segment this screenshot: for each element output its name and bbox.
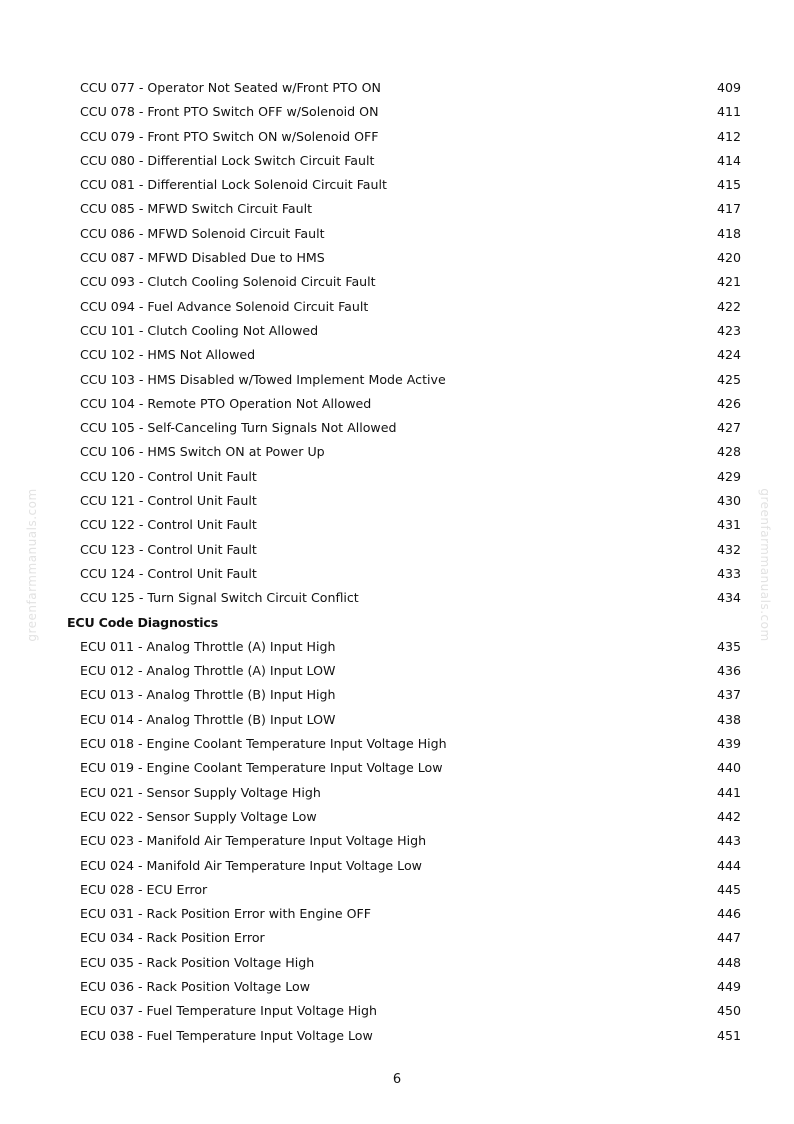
toc-entry-page-number: 446 bbox=[716, 906, 741, 922]
toc-entry[interactable] bbox=[0, 465, 794, 489]
toc-entry[interactable] bbox=[0, 562, 794, 586]
toc-entry[interactable] bbox=[0, 708, 794, 732]
toc-entry[interactable] bbox=[0, 902, 794, 926]
toc-entry-page-number: 425 bbox=[716, 371, 741, 387]
toc-entry-title: ECU 014 - Analog Throttle (B) Input LOW bbox=[80, 711, 336, 727]
toc-entry-title: CCU 087 - MFWD Disabled Due to HMS bbox=[80, 250, 325, 266]
section-heading-title: ECU Code Diagnostics bbox=[67, 614, 218, 630]
toc-entry[interactable] bbox=[0, 392, 794, 416]
toc-entry-page-number: 447 bbox=[716, 930, 741, 946]
toc-entry-title: CCU 125 - Turn Signal Switch Circuit Conflict bbox=[80, 590, 359, 606]
toc-entry-page-number: 428 bbox=[716, 444, 741, 460]
toc-entry[interactable] bbox=[0, 1024, 794, 1048]
toc-entry-page-number: 417 bbox=[716, 201, 741, 217]
toc-entry-title: CCU 102 - HMS Not Allowed bbox=[80, 347, 256, 363]
toc-entry-title: CCU 122 - Control Unit Fault bbox=[80, 517, 257, 533]
toc-entry-title: ECU 038 - Fuel Temperature Input Voltage Low bbox=[80, 1027, 373, 1043]
toc-entry[interactable] bbox=[0, 125, 794, 149]
toc-entry-page-number: 412 bbox=[716, 128, 741, 144]
toc-entry[interactable] bbox=[0, 246, 794, 270]
section-heading bbox=[0, 611, 794, 635]
toc-entry-title: CCU 123 - Control Unit Fault bbox=[80, 541, 257, 557]
toc-entry-page-number: 442 bbox=[716, 808, 741, 824]
toc-entry[interactable] bbox=[0, 975, 794, 999]
toc-entry[interactable] bbox=[0, 149, 794, 173]
toc-entry[interactable] bbox=[0, 926, 794, 950]
toc-entry-title: ECU 012 - Analog Throttle (A) Input LOW bbox=[80, 663, 336, 679]
toc-entry[interactable] bbox=[0, 781, 794, 805]
toc-entry[interactable] bbox=[0, 343, 794, 367]
toc-entry[interactable] bbox=[0, 659, 794, 683]
toc-entry-title: CCU 124 - Control Unit Fault bbox=[80, 565, 257, 581]
toc-entry[interactable] bbox=[0, 951, 794, 975]
toc-entry-title: ECU 011 - Analog Throttle (A) Input High bbox=[80, 638, 336, 654]
toc-entry-page-number: 443 bbox=[716, 833, 741, 849]
toc-entry-page-number: 431 bbox=[716, 517, 741, 533]
toc-entry-page-number: 415 bbox=[716, 177, 741, 193]
table-of-contents bbox=[0, 76, 794, 1048]
toc-entry-title: ECU 021 - Sensor Supply Voltage High bbox=[80, 784, 321, 800]
toc-entry-page-number: 448 bbox=[716, 954, 741, 970]
toc-entry[interactable] bbox=[0, 756, 794, 780]
toc-entry-page-number: 414 bbox=[716, 152, 741, 168]
toc-entry-page-number: 427 bbox=[716, 420, 741, 436]
toc-entry[interactable] bbox=[0, 829, 794, 853]
toc-entry-title: ECU 037 - Fuel Temperature Input Voltage High bbox=[80, 1003, 377, 1019]
toc-entry-page-number: 435 bbox=[716, 638, 741, 654]
toc-entry-title: CCU 103 - HMS Disabled w/Towed Implement Mode Active bbox=[80, 371, 446, 387]
toc-entry[interactable] bbox=[0, 173, 794, 197]
toc-entry-page-number: 437 bbox=[716, 687, 741, 703]
toc-entry-title: ECU 031 - Rack Position Error with Engine OFF bbox=[80, 906, 371, 922]
toc-entry[interactable] bbox=[0, 683, 794, 707]
toc-entry-title: CCU 104 - Remote PTO Operation Not Allowed bbox=[80, 395, 372, 411]
toc-entry-page-number: 420 bbox=[716, 250, 741, 266]
toc-entry[interactable] bbox=[0, 878, 794, 902]
toc-entry-page-number: 450 bbox=[716, 1003, 741, 1019]
toc-entry-page-number: 439 bbox=[716, 736, 741, 752]
toc-entry[interactable] bbox=[0, 270, 794, 294]
toc-entry-page-number: 438 bbox=[716, 711, 741, 727]
toc-entry-title: ECU 018 - Engine Coolant Temperature Input Voltage High bbox=[80, 736, 447, 752]
toc-entry-title: CCU 081 - Differential Lock Solenoid Circuit Fault bbox=[80, 177, 387, 193]
toc-entry[interactable] bbox=[0, 805, 794, 829]
toc-entry-title: CCU 094 - Fuel Advance Solenoid Circuit Fault bbox=[80, 298, 369, 314]
toc-entry[interactable] bbox=[0, 513, 794, 537]
toc-entry[interactable] bbox=[0, 586, 794, 610]
toc-entry[interactable] bbox=[0, 295, 794, 319]
toc-entry-title: ECU 028 - ECU Error bbox=[80, 881, 208, 897]
toc-entry-page-number: 411 bbox=[716, 104, 741, 120]
toc-entry-title: ECU 023 - Manifold Air Temperature Input Voltage High bbox=[80, 833, 427, 849]
toc-entry[interactable] bbox=[0, 635, 794, 659]
toc-entry[interactable] bbox=[0, 100, 794, 124]
toc-entry[interactable] bbox=[0, 319, 794, 343]
toc-entry[interactable] bbox=[0, 76, 794, 100]
toc-entry-page-number: 429 bbox=[716, 468, 741, 484]
toc-entry-page-number: 424 bbox=[716, 347, 741, 363]
toc-entry-page-number: 432 bbox=[716, 541, 741, 557]
toc-entry-title: ECU 036 - Rack Position Voltage Low bbox=[80, 978, 311, 994]
toc-entry-title: CCU 120 - Control Unit Fault bbox=[80, 468, 257, 484]
toc-entry[interactable] bbox=[0, 222, 794, 246]
toc-entry-title: ECU 013 - Analog Throttle (B) Input High bbox=[80, 687, 336, 703]
toc-entry-title: CCU 078 - Front PTO Switch OFF w/Solenoid ON bbox=[80, 104, 379, 120]
toc-entry-page-number: 436 bbox=[716, 663, 741, 679]
toc-entry-page-number: 421 bbox=[716, 274, 741, 290]
toc-entry-page-number: 426 bbox=[716, 395, 741, 411]
toc-entry-page-number: 430 bbox=[716, 493, 741, 509]
toc-entry[interactable] bbox=[0, 489, 794, 513]
toc-entry[interactable] bbox=[0, 368, 794, 392]
toc-entry-title: CCU 106 - HMS Switch ON at Power Up bbox=[80, 444, 325, 460]
toc-entry-title: CCU 079 - Front PTO Switch ON w/Solenoid OFF bbox=[80, 128, 379, 144]
toc-entry-title: CCU 121 - Control Unit Fault bbox=[80, 493, 257, 509]
toc-entry-title: ECU 024 - Manifold Air Temperature Input Voltage Low bbox=[80, 857, 422, 873]
toc-entry-title: CCU 105 - Self-Canceling Turn Signals Not Allowed bbox=[80, 420, 397, 436]
watermark-right: greenfarmmanuals.com bbox=[758, 488, 772, 642]
toc-entry[interactable] bbox=[0, 999, 794, 1023]
toc-entry-page-number: 433 bbox=[716, 565, 741, 581]
toc-entry-page-number: 423 bbox=[716, 322, 741, 338]
toc-entry[interactable] bbox=[0, 440, 794, 464]
toc-entry-page-number: 422 bbox=[716, 298, 741, 314]
toc-entry-title: CCU 093 - Clutch Cooling Solenoid Circuit Fault bbox=[80, 274, 376, 290]
watermark-left: greenfarmmanuals.com bbox=[25, 488, 39, 642]
toc-entry-title: ECU 019 - Engine Coolant Temperature Input Voltage Low bbox=[80, 760, 443, 776]
toc-entry-page-number: 451 bbox=[716, 1027, 741, 1043]
toc-entry[interactable] bbox=[0, 732, 794, 756]
toc-entry[interactable] bbox=[0, 854, 794, 878]
page-number: 6 bbox=[392, 1072, 402, 1087]
toc-entry-title: ECU 022 - Sensor Supply Voltage Low bbox=[80, 808, 317, 824]
toc-entry-page-number: 434 bbox=[716, 590, 741, 606]
toc-entry[interactable] bbox=[0, 197, 794, 221]
toc-entry-page-number: 445 bbox=[716, 881, 741, 897]
toc-entry-title: ECU 034 - Rack Position Error bbox=[80, 930, 265, 946]
toc-entry-title: CCU 077 - Operator Not Seated w/Front PTO ON bbox=[80, 80, 381, 95]
toc-entry-page-number: 440 bbox=[716, 760, 741, 776]
toc-entry[interactable] bbox=[0, 538, 794, 562]
toc-entry-page-number: 418 bbox=[716, 225, 741, 241]
toc-entry-title: CCU 085 - MFWD Switch Circuit Fault bbox=[80, 201, 313, 217]
toc-entry-title: CCU 086 - MFWD Solenoid Circuit Fault bbox=[80, 225, 325, 241]
toc-entry-title: ECU 035 - Rack Position Voltage High bbox=[80, 954, 315, 970]
toc-entry[interactable] bbox=[0, 416, 794, 440]
toc-entry-page-number: 441 bbox=[716, 784, 741, 800]
toc-entry-page-number: 409 bbox=[716, 80, 741, 95]
toc-entry-title: CCU 080 - Differential Lock Switch Circuit Fault bbox=[80, 152, 375, 168]
toc-entry-page-number: 449 bbox=[716, 978, 741, 994]
toc-entry-page-number: 444 bbox=[716, 857, 741, 873]
toc-entry-title: CCU 101 - Clutch Cooling Not Allowed bbox=[80, 322, 319, 338]
